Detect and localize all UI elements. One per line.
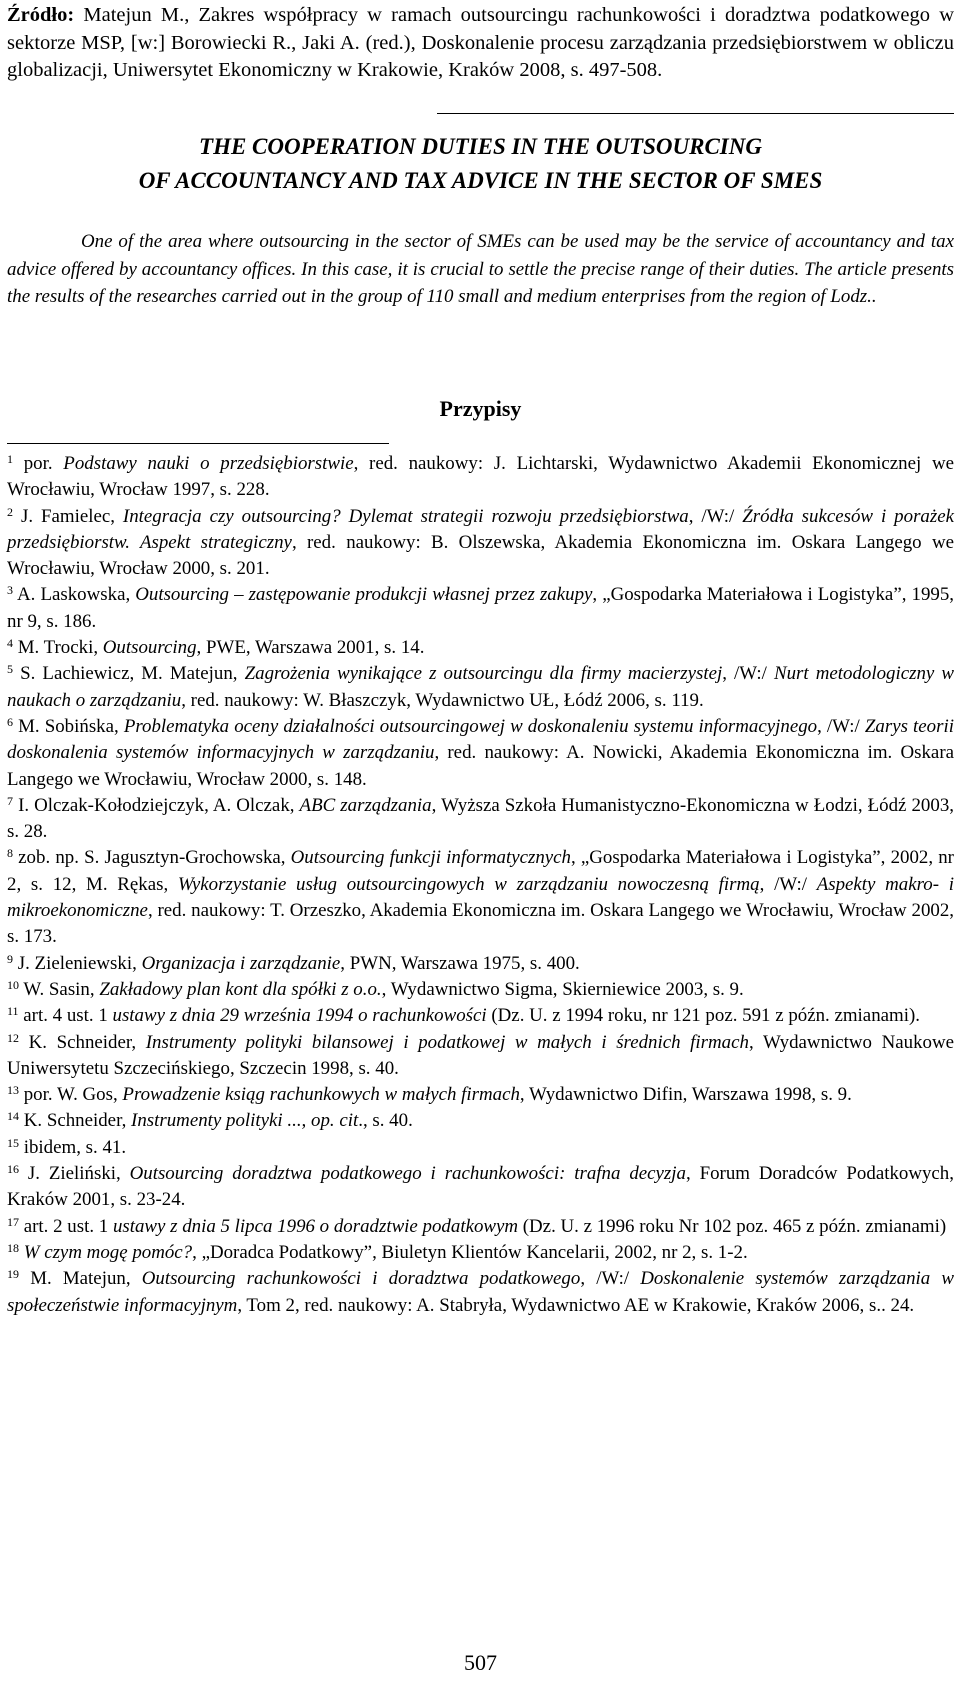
footnote-number: 11 — [7, 1004, 19, 1019]
footnote-text: A. Laskowska, — [17, 584, 136, 606]
footnote-title-italic: Instrumenty polityki bilansowej i podatkowej w małych i średnich firmach — [145, 1031, 749, 1053]
footnote-text: , /W:/ — [580, 1268, 641, 1290]
footnote-number: 3 — [7, 583, 13, 598]
footnote-title-italic: ustawy z dnia 29 września 1994 o rachunkowości — [112, 1005, 487, 1027]
footnote-number: 17 — [7, 1214, 19, 1229]
footnote-text: , PWN, Warszawa 1975, s. 400. — [340, 952, 580, 974]
section-divider — [437, 113, 954, 114]
footnote-item — [7, 582, 954, 635]
footnote-text: zob. np. S. Jagusztyn-Grochowska, — [18, 847, 291, 869]
footnote-text: por. W. Gos, — [23, 1084, 123, 1106]
footnote-number: 18 — [7, 1240, 19, 1255]
source-citation — [7, 0, 954, 85]
footnote-text: , Wydawnictwo Sigma, Skierniewice 2003, s. 9. — [381, 978, 744, 1000]
footnote-text: (Dz. U. z 1994 roku, nr 121 poz. 591 z późn. zmianami). — [486, 1005, 920, 1027]
footnote-title-italic: Organizacja i zarządzanie — [141, 952, 341, 974]
footnote-text: art. 2 ust. 1 — [23, 1215, 113, 1237]
footnote-title-italic: Integracja czy outsourcing? Dylemat strategii rozwoju przedsiębiorstwa — [122, 505, 689, 527]
footnote-item — [7, 451, 954, 504]
footnote-text: , red. naukowy: T. Orzeszko, Akademia Ekonomiczna im. Oskara Langego we Wrocławiu, Wrocław 2002, s. 173. — [7, 900, 954, 948]
footnote-title-italic: Outsourcing doradztwa podatkowego i rachunkowości: trafna decyzja — [129, 1163, 686, 1185]
footnote-text: , /W:/ — [722, 663, 775, 685]
footnote-item — [7, 977, 954, 1003]
footnote-item — [7, 1161, 954, 1214]
footnote-number: 10 — [7, 977, 19, 992]
footnote-text: , „Gospodarka Materiałowa i Logistyka”, 2002, nr 2, s. 12, M. Rękas, — [7, 847, 954, 895]
footnote-number: 14 — [7, 1109, 19, 1124]
footnote-text: I. Olczak-Kołodziejczyk, A. Olczak, — [18, 794, 300, 816]
footnote-item — [7, 793, 954, 846]
footnote-text: art. 4 ust. 1 — [23, 1005, 113, 1027]
footnote-text: K. Schneider, — [23, 1110, 132, 1132]
footnote-title-italic: Zagrożenia wynikające z outsourcingu dla firmy macierzystej — [244, 663, 723, 685]
footnote-number: 1 — [7, 452, 13, 466]
footnote-item — [7, 1003, 954, 1029]
title-line-2: OF ACCOUNTANCY AND TAX ADVICE IN THE SECTOR OF SMES — [138, 168, 823, 193]
footnote-title-italic: Doskonalenie systemów zarządzania w społeczeństwie informacyjnym — [7, 1268, 955, 1316]
footnote-text: , Forum Doradców Podatkowych, Kraków 2001, s. 23-24. — [7, 1163, 954, 1211]
footnote-text: M. Matejun, — [30, 1268, 142, 1290]
footnote-item — [7, 661, 954, 714]
footnote-text: S. Lachiewicz, M. Matejun, — [20, 663, 245, 685]
footnote-title-italic: Prowadzenie ksiąg rachunkowych w małych firmach — [122, 1084, 520, 1106]
footnote-text: , Wydawnictwo Naukowe Uniwersytetu Szczecińskiego, Szczecin 1998, s. 40. — [7, 1031, 954, 1079]
footnote-title-italic: Wykorzystanie usług outsourcingowych w zarządzaniu nowoczesną firmą — [177, 873, 760, 895]
footnote-text: , red. naukowy: W. Błaszczyk, Wydawnictwo UŁ, Łódź 2006, s. 119. — [181, 689, 704, 711]
footnote-text: , red. naukowy: A. Nowicki, Akademia Ekonomiczna im. Oskara Langego we Wrocławiu, Wrocław 2000, s. 148. — [7, 742, 954, 790]
source-label: Źródło: — [7, 4, 75, 26]
footnote-number: 13 — [7, 1083, 19, 1098]
footnote-item — [7, 1240, 954, 1266]
footnote-number: 16 — [7, 1162, 19, 1177]
footnote-title-italic: Źródła sukcesów i porażek przedsiębiorstw. Aspekt strategiczny — [7, 505, 954, 553]
footnote-text: W. Sasin, — [23, 978, 100, 1000]
footnote-item — [7, 1135, 954, 1161]
footnote-text: ibidem, s. 41. — [23, 1136, 127, 1158]
source-text: Matejun M., Zakres współpracy w ramach outsourcingu rachunkowości i doradztwa podatkowego w sektorze MSP, [w:] Borowiecki R., Jaki A. (red.), Doskonalenie procesu zarządzania przedsiębiorstwem w obliczu globalizacji, Uniwersytet Ekonomiczny w Krakowie, Kraków 2008, s. 497-508. — [7, 4, 954, 81]
footnote-number: 2 — [7, 504, 13, 519]
footnote-item — [7, 504, 954, 583]
footnote-text: (Dz. U. z 1996 roku Nr 102 poz. 465 z późn. zmianami) — [518, 1215, 947, 1237]
footnotes-heading: Przypisy — [439, 396, 522, 421]
footnote-text: M. Trocki, — [17, 637, 103, 659]
footnote-number: 7 — [7, 793, 13, 808]
footnote-text: K. Schneider, — [28, 1031, 146, 1053]
footnote-item — [7, 1214, 954, 1240]
footnote-text: , Wydawnictwo Difin, Warszawa 1998, s. 9. — [519, 1084, 852, 1106]
footnote-title-italic: Nurt metodologiczny w naukach o zarządzaniu — [7, 663, 954, 711]
footnote-text: por. — [23, 453, 64, 474]
footnote-text: , „Doradca Podatkowy”, Biuletyn Klientów Kancelarii, 2002, nr 2, s. 1-2. — [192, 1241, 748, 1263]
footnote-text: M. Sobińska, — [18, 715, 124, 737]
footnotes-list — [7, 451, 954, 1319]
footnote-text: J. Zieleniewski, — [17, 952, 142, 974]
title-line-1: THE COOPERATION DUTIES IN THE OUTSOURCING — [199, 134, 762, 159]
page-number: 507 — [464, 1650, 497, 1675]
footnote-text: J. Famielec, — [20, 505, 123, 527]
footnote-title-italic: Instrumenty polityki ..., op. cit — [131, 1110, 359, 1132]
footnote-title-italic: Problematyka oceny działalności outsourcingowej w doskonaleniu systemu informacyjnego — [123, 715, 818, 737]
footnote-title-italic: Zakładowy plan kont dla spółki z o.o. — [99, 978, 382, 1000]
footnote-text: , „Gospodarka Materiałowa i Logistyka”, 1995, nr 9, s. 186. — [7, 584, 954, 632]
footnote-title-italic: ABC zarządzania — [299, 794, 432, 816]
footnote-text: , /W:/ — [688, 505, 743, 527]
document-page — [7, 0, 955, 1675]
footnote-title-italic: Podstawy nauki o przedsiębiorstwie — [63, 453, 354, 474]
footnote-text: J. Zieliński, — [27, 1163, 130, 1185]
footnote-item — [7, 1082, 954, 1108]
footnote-item — [7, 1266, 954, 1319]
footnote-number: 15 — [7, 1135, 19, 1150]
footnote-title-italic: Outsourcing – zastępowanie produkcji własnej przez zakupy — [135, 584, 593, 606]
footnote-title-italic: Outsourcing rachunkowości i doradztwa podatkowego — [141, 1268, 581, 1290]
abstract: One of the area where outsourcing in the sector of SMEs can be used may be the service of accountancy and tax advice offered by accountancy offices. In this case, it is crucial to settle the precise range of their duties. The article presents the results of the researches carried out in the group of 110 small and medium enterprises from the region of Lodz.. — [7, 231, 954, 308]
footnote-text: , Wyższa Szkoła Humanistyczno-Ekonomiczna w Łodzi, Łódź 2003, s. 28. — [7, 794, 954, 843]
article-title — [7, 130, 954, 198]
footnote-number: 19 — [7, 1267, 19, 1282]
footnote-title-italic: Aspekty makro- i mikroekonomiczne — [7, 873, 954, 922]
footnote-item — [7, 845, 954, 950]
footnote-number: 4 — [7, 636, 13, 651]
footnote-text: , /W:/ — [817, 715, 865, 737]
footnote-number: 8 — [7, 846, 13, 861]
footnote-item — [7, 1030, 954, 1083]
footnote-separator — [7, 443, 389, 444]
footnote-title-italic: W czym mogę pomóc? — [23, 1241, 193, 1263]
footnote-text: ., s. 40. — [358, 1110, 413, 1132]
footnote-item — [7, 635, 954, 661]
footnote-title-italic: Outsourcing funkcji informatycznych — [290, 847, 571, 869]
footnote-item — [7, 1108, 954, 1134]
footnote-text: , Tom 2, red. naukowy: A. Stabryła, Wydawnictwo AE w Krakowie, Kraków 2006, s.. 24. — [237, 1294, 915, 1316]
footnote-text: , PWE, Warszawa 2001, s. 14. — [196, 637, 425, 659]
footnote-title-italic: ustawy z dnia 5 lipca 1996 o doradztwie podatkowym — [112, 1215, 519, 1237]
footnote-item — [7, 951, 954, 977]
footnote-item — [7, 714, 954, 793]
footnote-number: 6 — [7, 714, 13, 729]
footnote-number: 9 — [7, 951, 13, 966]
footnote-text: , /W:/ — [759, 873, 817, 895]
footnote-number: 12 — [7, 1030, 19, 1045]
footnote-title-italic: Outsourcing — [102, 637, 197, 659]
footnote-number: 5 — [7, 662, 13, 677]
footnote-title-italic: Zarys teorii doskonalenia systemów informacyjnych w zarządzaniu — [7, 715, 954, 764]
footnote-text: , red. naukowy: J. Lichtarski, Wydawnictwo Akademii Ekonomicznej we Wrocławiu, Wrocław 1997, s. 228. — [7, 453, 954, 501]
footnote-text: , red. naukowy: B. Olszewska, Akademia Ekonomiczna im. Oskara Langego we Wrocławiu, Wrocław 2000, s. 201. — [7, 531, 954, 580]
